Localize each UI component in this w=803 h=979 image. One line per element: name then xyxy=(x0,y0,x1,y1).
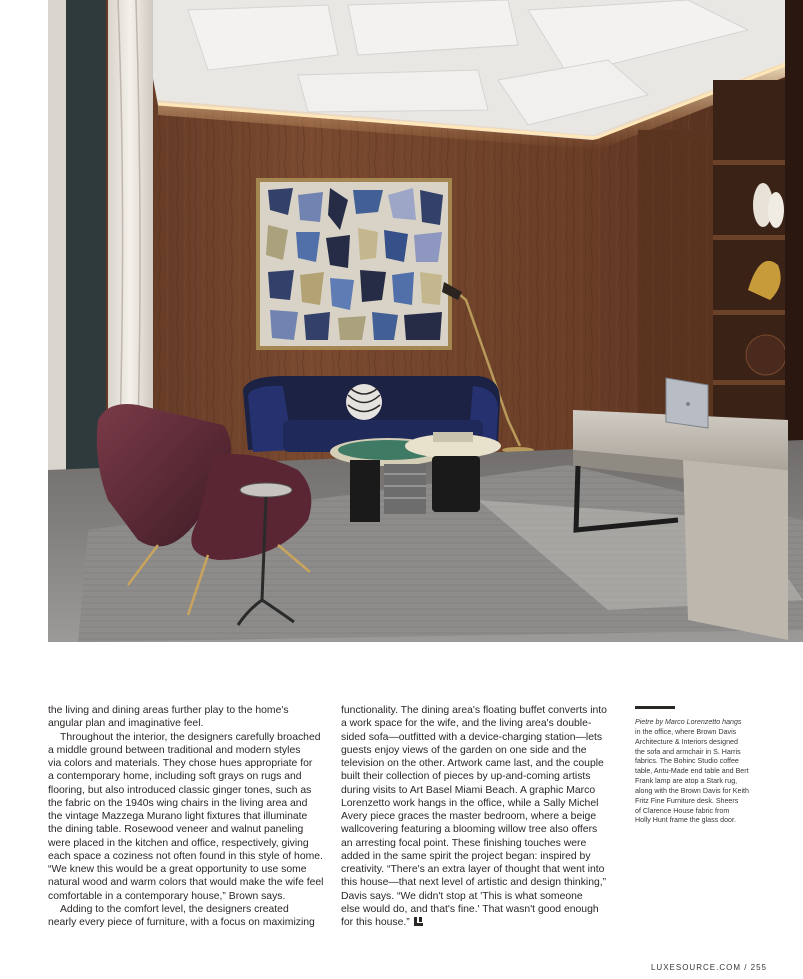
body-line: natural wood and warm colors that would make the wife feel xyxy=(48,877,324,889)
page-folio: LUXESOURCE.COM / 255 xyxy=(650,963,767,972)
body-line: a work space for the wife, and the living area's double- xyxy=(341,718,592,730)
end-mark-icon xyxy=(414,917,423,926)
body-line: television on the other. Artwork came last, and the couple xyxy=(341,758,604,769)
body-line: flooring, but also introduced classic ginger tones, such as xyxy=(48,784,312,796)
body-line: else would do, and that's fine.' That wasn't good enough xyxy=(341,903,599,915)
body-line: the fabric on the 1940s wing chairs in the living area and xyxy=(48,797,308,809)
caption-line: Fritz Fine Furniture desk. Sheers xyxy=(635,796,739,805)
body-line: nearly every piece of furniture, with a focus on maximizing xyxy=(48,917,315,928)
body-line: added in the same spirit the project began: inspired by xyxy=(341,850,591,862)
body-line: via colors and materials. They chose hues appropriate for xyxy=(48,758,313,769)
photo-caption xyxy=(635,718,795,826)
body-line: comfortable in a contemporary house,” Brown says. xyxy=(48,890,286,902)
body-line: built their collection of pieces by up-and-coming artists xyxy=(341,771,591,783)
caption-line: in the office, where Brown Davis xyxy=(635,727,737,736)
interior-photo xyxy=(48,0,803,642)
body-column-1 xyxy=(48,704,328,929)
body-line: “We knew this would be a great opportunity to use some xyxy=(48,864,307,875)
body-line: the vintage Mazzega Murano light fixtures that illuminate xyxy=(48,811,308,822)
body-last-line xyxy=(341,916,624,929)
caption-line: of Clarence House fabric from xyxy=(635,806,730,815)
body-line: Adding to the comfort level, the designers created xyxy=(60,903,289,915)
body-line: guests enjoy views of the garden on one side and the xyxy=(341,744,587,756)
body-line: the dining table. Rosewood veneer and walnut paneling xyxy=(48,824,304,836)
caption-line: the sofa and armchair in S. Harris xyxy=(635,747,741,756)
body-line: a middle ground between traditional and modern styles xyxy=(48,744,301,756)
caption-rule xyxy=(635,706,675,709)
body-line: Lorenzetto work hangs in the office, while a Sally Michel xyxy=(341,797,599,809)
body-line: each space a coziness not often found in this style of home. xyxy=(48,850,323,862)
body-column-2 xyxy=(341,704,624,929)
caption-line: Pietre by Marco Lorenzetto hangs xyxy=(635,718,742,726)
body-line: Davis says. “We didn't stop at 'This is what someone xyxy=(341,890,583,902)
body-line: creativity. “There's an extra layer of thought that went into xyxy=(341,864,605,875)
body-line: an arresting focal point. These finishing touches were xyxy=(341,837,587,849)
body-line-text: for this house.” xyxy=(341,917,410,928)
body-line: functionality. The dining area's floating buffet converts into xyxy=(341,705,607,716)
caption-line: table, Antu-Made end table and Bert xyxy=(635,767,749,776)
body-line: angular plan and imaginative feel. xyxy=(48,718,204,730)
caption-line: Frank lamp are atop a Stark rug, xyxy=(635,777,738,786)
caption-line: fabrics. The Bohinc Studio coffee xyxy=(635,757,739,766)
caption-line: Holly Hunt frame the glass door. xyxy=(635,816,736,825)
body-line: wallcovering featuring a blooming willow tree also offers xyxy=(341,824,598,836)
body-line: during visits to Art Basel Miami Beach. A graphic Marco xyxy=(341,784,596,796)
caption-line: Architecture & Interiors designed xyxy=(635,737,738,746)
body-line: Throughout the interior, the designers carefully broached xyxy=(60,731,321,743)
body-line: were placed in the kitchen and office, respectively, giving xyxy=(48,837,309,849)
body-line: a contemporary home, including soft grays on rugs and xyxy=(48,771,302,783)
body-line: Avery piece graces the master bedroom, where a beige xyxy=(341,811,597,822)
caption-line: along with the Brown Davis for Keith xyxy=(635,786,749,795)
body-line: the living and dining areas further play to the home's xyxy=(48,705,289,716)
body-line: sided sofa—outfitted with a device-charging station—lets xyxy=(341,731,603,743)
body-line: this house—that next level of artistic and design thinking,” xyxy=(341,877,607,889)
